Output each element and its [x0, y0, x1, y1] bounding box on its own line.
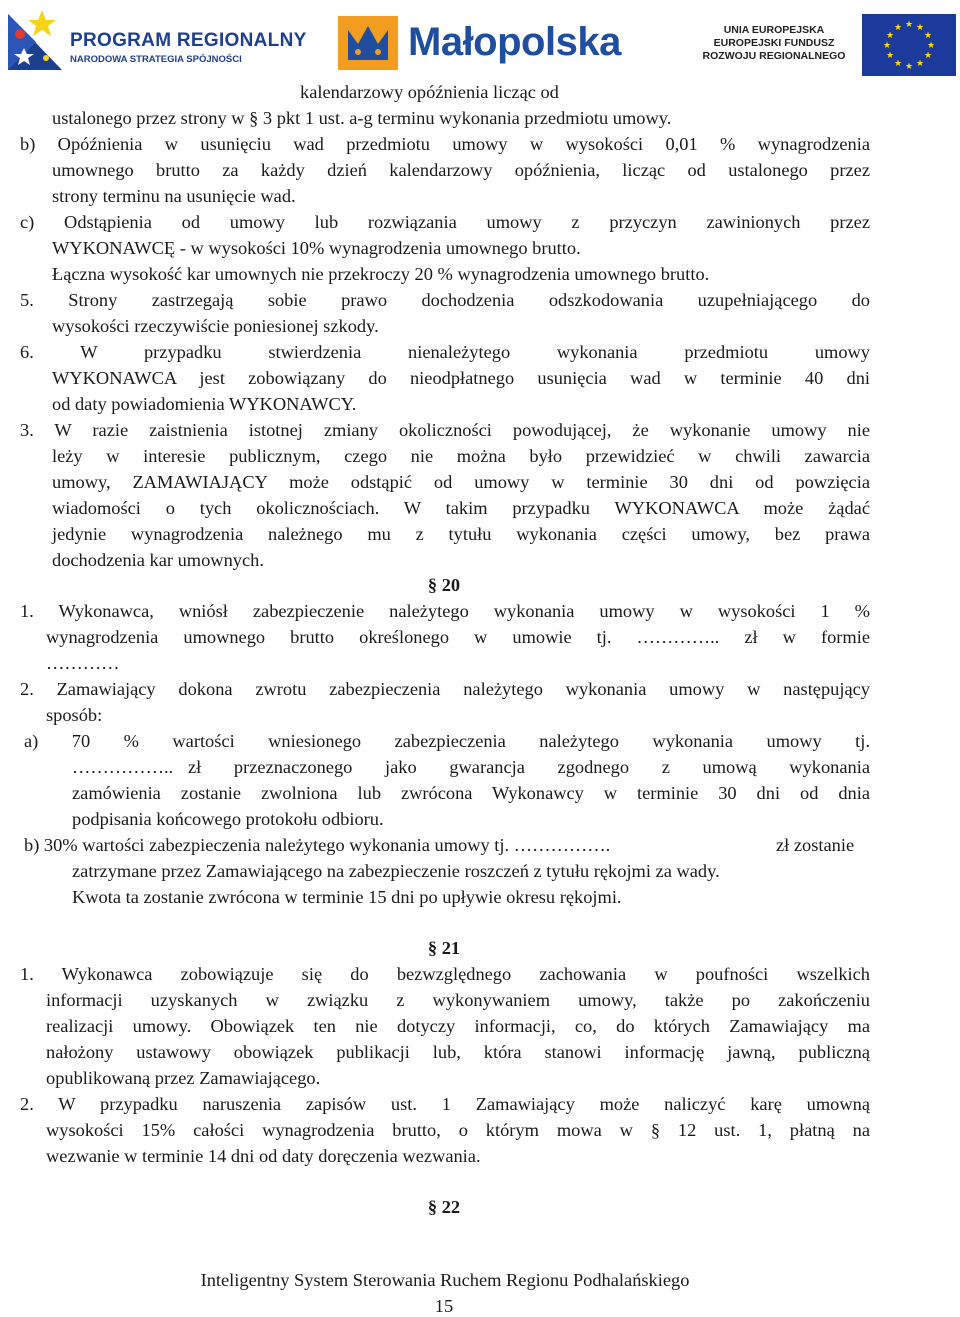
program-subtitle: NARODOWA STRATEGIA SPÓJNOŚCI [70, 54, 242, 65]
text-line: wysokości rzeczywiście poniesionej szkody. [52, 316, 379, 336]
nss-star-logo-icon [6, 8, 64, 72]
text-line: Kwota ta zostanie zwrócona w terminie 15 dni po upływie okresu rękojmi. [72, 887, 622, 907]
malopolska-crown-icon [336, 14, 400, 72]
text-line: 2. Zamawiający dokona zwrotu zabezpieczenia należytego wykonania umowy w następujący [20, 679, 870, 699]
text-line: c) Odstąpienia od umowy lub rozwiązania umowy z przyczyn zawinionych przez [20, 212, 870, 232]
section-heading-21: § 21 [427, 938, 461, 958]
text-line: Łączna wysokość kar umownych nie przekroczy 20 % wynagrodzenia umownego brutto. [52, 264, 710, 284]
svg-text:★: ★ [923, 31, 933, 41]
svg-text:★: ★ [893, 59, 903, 69]
malopolska-logo [336, 12, 636, 72]
text-line: dochodzenia kar umownych. [52, 550, 264, 570]
text-line: zamówienia zostanie zwolniona lub zwrócona Wykonawcy w terminie 30 dni od dnia [72, 783, 870, 803]
svg-text:★: ★ [893, 23, 903, 33]
text-line: umownego brutto za każdy dzień kalendarzowy opóźnienia, licząc od ustalonego przez [52, 160, 870, 180]
eu-line-1: UNIA EUROPEJSKA [723, 24, 825, 36]
footer-project-title: Inteligentny System Sterowania Ruchem Regionu Podhalańskiego [200, 1270, 690, 1290]
text-line: a) 70 % wartości wniesionego zabezpieczenia należytego wykonania umowy tj. [24, 731, 870, 751]
program-regionalny-logo [6, 4, 306, 76]
text-line: wiadomości o tych okolicznościach. W takim przypadku WYKONAWCA może żądać [52, 498, 870, 518]
svg-text:★: ★ [923, 51, 933, 61]
svg-text:★: ★ [885, 51, 895, 61]
text-line: …………….. [72, 757, 174, 777]
text-line: 2. W przypadku naruszenia zapisów ust. 1 Zamawiający może naliczyć karę umowną [20, 1094, 870, 1114]
eu-logo [694, 6, 960, 78]
text-line: realizacji umowy. Obowiązek ten nie dotyczy informacji, co, do których Zamawiający ma [46, 1016, 870, 1036]
text-line: nałożony ustawowy obowiązek publikacji lub, która stanowi informację jawną, publiczną [46, 1042, 870, 1062]
text-line: zł przeznaczonego jako gwarancja zgodnego z umową wykonania [188, 757, 870, 777]
text-line: jedynie wynagrodzenia należnego mu z tytułu wykonania części umowy, bez prawa [52, 524, 870, 544]
text-line: 1. Wykonawca zobowiązuje się do bezwzględnego zachowania w poufności wszelkich [20, 964, 870, 984]
text-line: opublikowaną przez Zamawiającego. [46, 1068, 321, 1088]
section-heading-20: § 20 [427, 575, 461, 595]
text-line: wezwanie w terminie 14 dni od daty doręczenia wezwania. [46, 1146, 481, 1166]
text-line: ………… [46, 653, 120, 673]
eu-caption [694, 24, 854, 63]
page-number: 15 [434, 1296, 454, 1316]
svg-text:★: ★ [904, 62, 914, 72]
program-title: PROGRAM REGIONALNY [70, 30, 307, 51]
svg-text:★: ★ [926, 41, 936, 51]
text-line: b) Opóźnienia w usunięciu wad przedmiotu umowy w wysokości 0,01 % wynagrodzenia [20, 134, 870, 154]
text-line: WYKONAWCĘ - w wysokości 10% wynagrodzenia umownego brutto. [52, 238, 581, 258]
text-line: informacji uzyskanych w związku z wykonywaniem umowy, także po zakończeniu [46, 990, 870, 1010]
svg-text:★: ★ [915, 23, 925, 33]
text-line: od daty powiadomienia WYKONAWCY. [52, 394, 357, 414]
svg-text:★: ★ [885, 31, 895, 41]
text-line: 3. W razie zaistnienia istotnej zmiany okoliczności powodującej, że wykonanie umowy nie [20, 420, 870, 440]
page-header [0, 0, 960, 80]
text-line: kalendarzowy opóźnienia licząc od [300, 82, 559, 102]
eu-flag-icon [862, 14, 956, 76]
eu-line-3: ROZWOJU REGIONALNEGO [702, 50, 846, 62]
text-line: ustalonego przez strony w § 3 pkt 1 ust. a-g terminu wykonania przedmiotu umowy. [52, 108, 672, 128]
text-line: b) 30% wartości zabezpieczenia należytego wykonania umowy tj. ……………. [24, 835, 611, 855]
text-line: 6. W przypadku stwierdzenia nienależytego wykonania przedmiotu umowy [20, 342, 870, 362]
text-line: podpisania końcowego protokołu odbioru. [72, 809, 384, 829]
text-line: umowy, ZAMAWIAJĄCY może odstąpić od umowy w terminie 30 dni od powzięcia [52, 472, 870, 492]
text-line: WYKONAWCA jest zobowiązany do nieodpłatnego usunięcia wad w terminie 40 dni [52, 368, 870, 388]
svg-text:★: ★ [904, 20, 914, 30]
text-line: 5. Strony zastrzegają sobie prawo dochodzenia odszkodowania uzupełniającego do [20, 290, 870, 310]
text-line: leży w interesie publicznym, czego nie można było przewidzieć w chwili zawarcia [52, 446, 870, 466]
text-line: wysokości 15% całości wynagrodzenia brutto, o którym mowa w § 12 ust. 1, płatną na [46, 1120, 870, 1140]
region-name: Małopolska [408, 20, 621, 64]
eu-line-2: EUROPEJSKI FUNDUSZ [713, 37, 835, 49]
text-line: wynagrodzenia umownego brutto określonego w umowie tj. ………….. zł w formie [46, 627, 870, 647]
section-heading-22: § 22 [427, 1197, 461, 1217]
text-line: strony terminu na usunięcie wad. [52, 186, 296, 206]
text-line: zł zostanie [776, 835, 855, 855]
text-line: sposób: [46, 705, 103, 725]
svg-text:★: ★ [882, 41, 892, 51]
svg-text:★: ★ [915, 59, 925, 69]
text-line: zatrzymane przez Zamawiającego na zabezpieczenie roszczeń z tytułu rękojmi za wady. [72, 861, 720, 881]
text-line: 1. Wykonawca, wniósł zabezpieczenie należytego wykonania umowy w wysokości 1 % [20, 601, 870, 621]
